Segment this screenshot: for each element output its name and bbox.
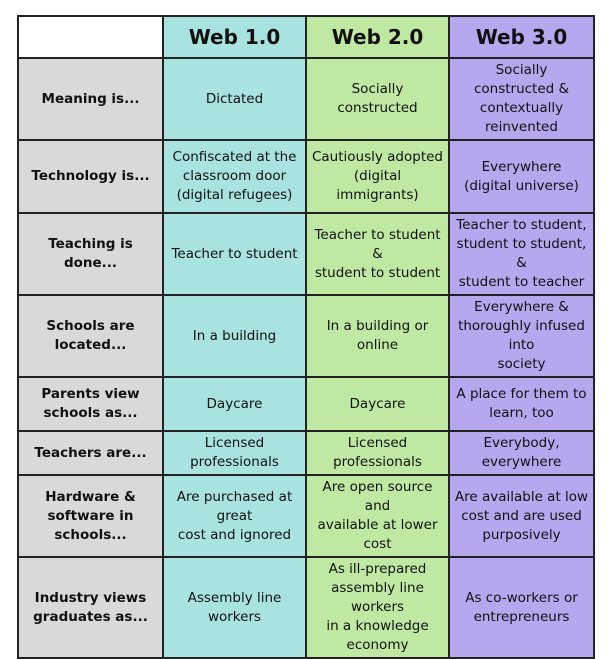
row-label: Teaching is done... — [18, 213, 163, 295]
row-label: Hardware & software in schools... — [18, 475, 163, 557]
table-row-teachers — [18, 431, 594, 475]
web3-cell: A place for them to learn, too — [449, 377, 594, 431]
web2-cell: Socially constructed — [306, 58, 449, 140]
web3-cell: Are available at low cost and are used purposively — [449, 475, 594, 557]
web2-cell: Teacher to student & student to student — [306, 213, 449, 295]
web3-cell: Socially constructed & contextually reinvented — [449, 58, 594, 140]
web2-cell: Are open source and available at lower cost — [306, 475, 449, 557]
web3-cell: Everywhere & thoroughly infused into society — [449, 295, 594, 377]
comparison-table-container — [17, 15, 595, 659]
web3-cell: Everywhere (digital universe) — [449, 140, 594, 213]
web1-cell: Dictated — [163, 58, 306, 140]
web2-cell: Licensed professionals — [306, 431, 449, 475]
web1-cell: Confiscated at the classroom door (digital refugees) — [163, 140, 306, 213]
row-label: Teachers are... — [18, 431, 163, 475]
table-row-schools-located — [18, 295, 594, 377]
table-row-industry — [18, 557, 594, 658]
web3-cell: As co-workers or entrepreneurs — [449, 557, 594, 658]
header-web1: Web 1.0 — [163, 16, 306, 58]
web1-cell: Daycare — [163, 377, 306, 431]
row-label: Meaning is... — [18, 58, 163, 140]
web2-cell: In a building or online — [306, 295, 449, 377]
header-row — [18, 16, 594, 58]
web2-cell: Daycare — [306, 377, 449, 431]
web3-cell: Teacher to student, student to student, & student to teacher — [449, 213, 594, 295]
corner-cell — [18, 16, 163, 58]
header-web3: Web 3.0 — [449, 16, 594, 58]
table-row-hardware — [18, 475, 594, 557]
web1-cell: Licensed professionals — [163, 431, 306, 475]
row-label: Parents view schools as... — [18, 377, 163, 431]
row-label: Schools are located... — [18, 295, 163, 377]
table-row-teaching — [18, 213, 594, 295]
web1-cell: Assembly line workers — [163, 557, 306, 658]
table-row-meaning — [18, 58, 594, 140]
web1-cell: Are purchased at great cost and ignored — [163, 475, 306, 557]
web-comparison-table — [17, 15, 595, 659]
web1-cell: In a building — [163, 295, 306, 377]
web2-cell: As ill-prepared assembly line workers in a knowledge economy — [306, 557, 449, 658]
web3-cell: Everybody, everywhere — [449, 431, 594, 475]
row-label: Industry views graduates as... — [18, 557, 163, 658]
header-web2: Web 2.0 — [306, 16, 449, 58]
web1-cell: Teacher to student — [163, 213, 306, 295]
table-row-parents — [18, 377, 594, 431]
table-row-technology — [18, 140, 594, 213]
web2-cell: Cautiously adopted (digital immigrants) — [306, 140, 449, 213]
row-label: Technology is... — [18, 140, 163, 213]
